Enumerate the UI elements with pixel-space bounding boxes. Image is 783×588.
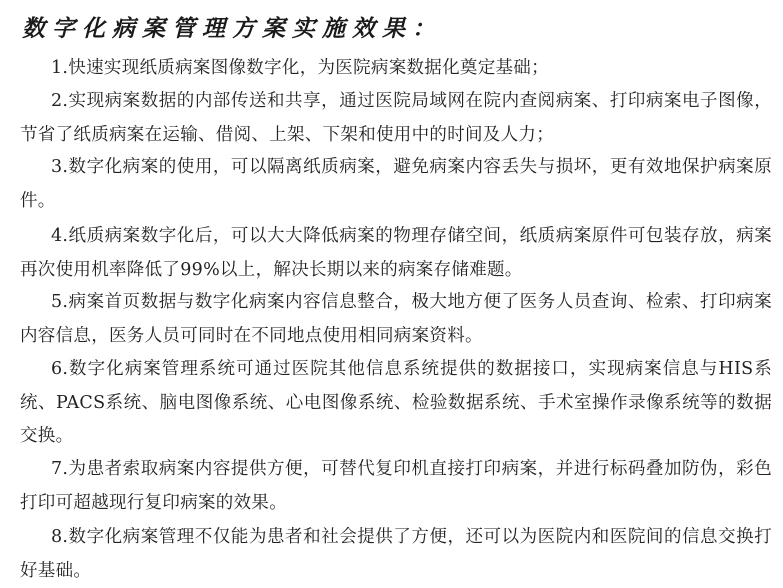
item-2: 2.实现病案数据的内部传送和共享，通过医院局域网在院内查阅病案、打印病案电子图像，节省了纸质病案在运输、借阅、上架、下架和使用中的时间及人力； (20, 91, 772, 145)
item-7: 7.为患者索取病案内容提供方便，可替代复印机直接打印病案，并进行标码叠加防伪，彩色打印可超越现行复印病案的效果。 (20, 459, 772, 513)
item-4: 4.纸质病案数字化后，可以大大降低病案的物理存储空间，纸质病案原件可包装存放，病案再次使用机率降低了99%以上，解决长期以来的病案存储难题。 (20, 226, 772, 280)
item-6: 6.数字化病案管理系统可通过医院其他信息系统提供的数据接口，实现病案信息与HIS系统、PACS系统、脑电图像系统、心电图像系统、检验数据系统、手术室操作录像系统等的数据交换。 (20, 359, 772, 446)
item-1: 1.快速实现纸质病案图像数字化，为医院病案数据化奠定基础； (51, 58, 549, 78)
item-3: 3.数字化病案的使用，可以隔离纸质病案，避免病案内容丢失与损坏，更有效地保护病案原件。 (20, 157, 772, 211)
item-8: 8.数字化病案管理不仅能为患者和社会提供了方便，还可以为医院内和医院间的信息交换打好基础。 (20, 527, 772, 581)
document-title: 数字化病案管理方案实施效果： (22, 15, 442, 42)
item-5: 5.病案首页数据与数字化病案内容信息整合，极大地方便了医务人员查询、检索、打印病案内容信息，医务人员可同时在不同地点使用相同病案资料。 (20, 292, 772, 346)
